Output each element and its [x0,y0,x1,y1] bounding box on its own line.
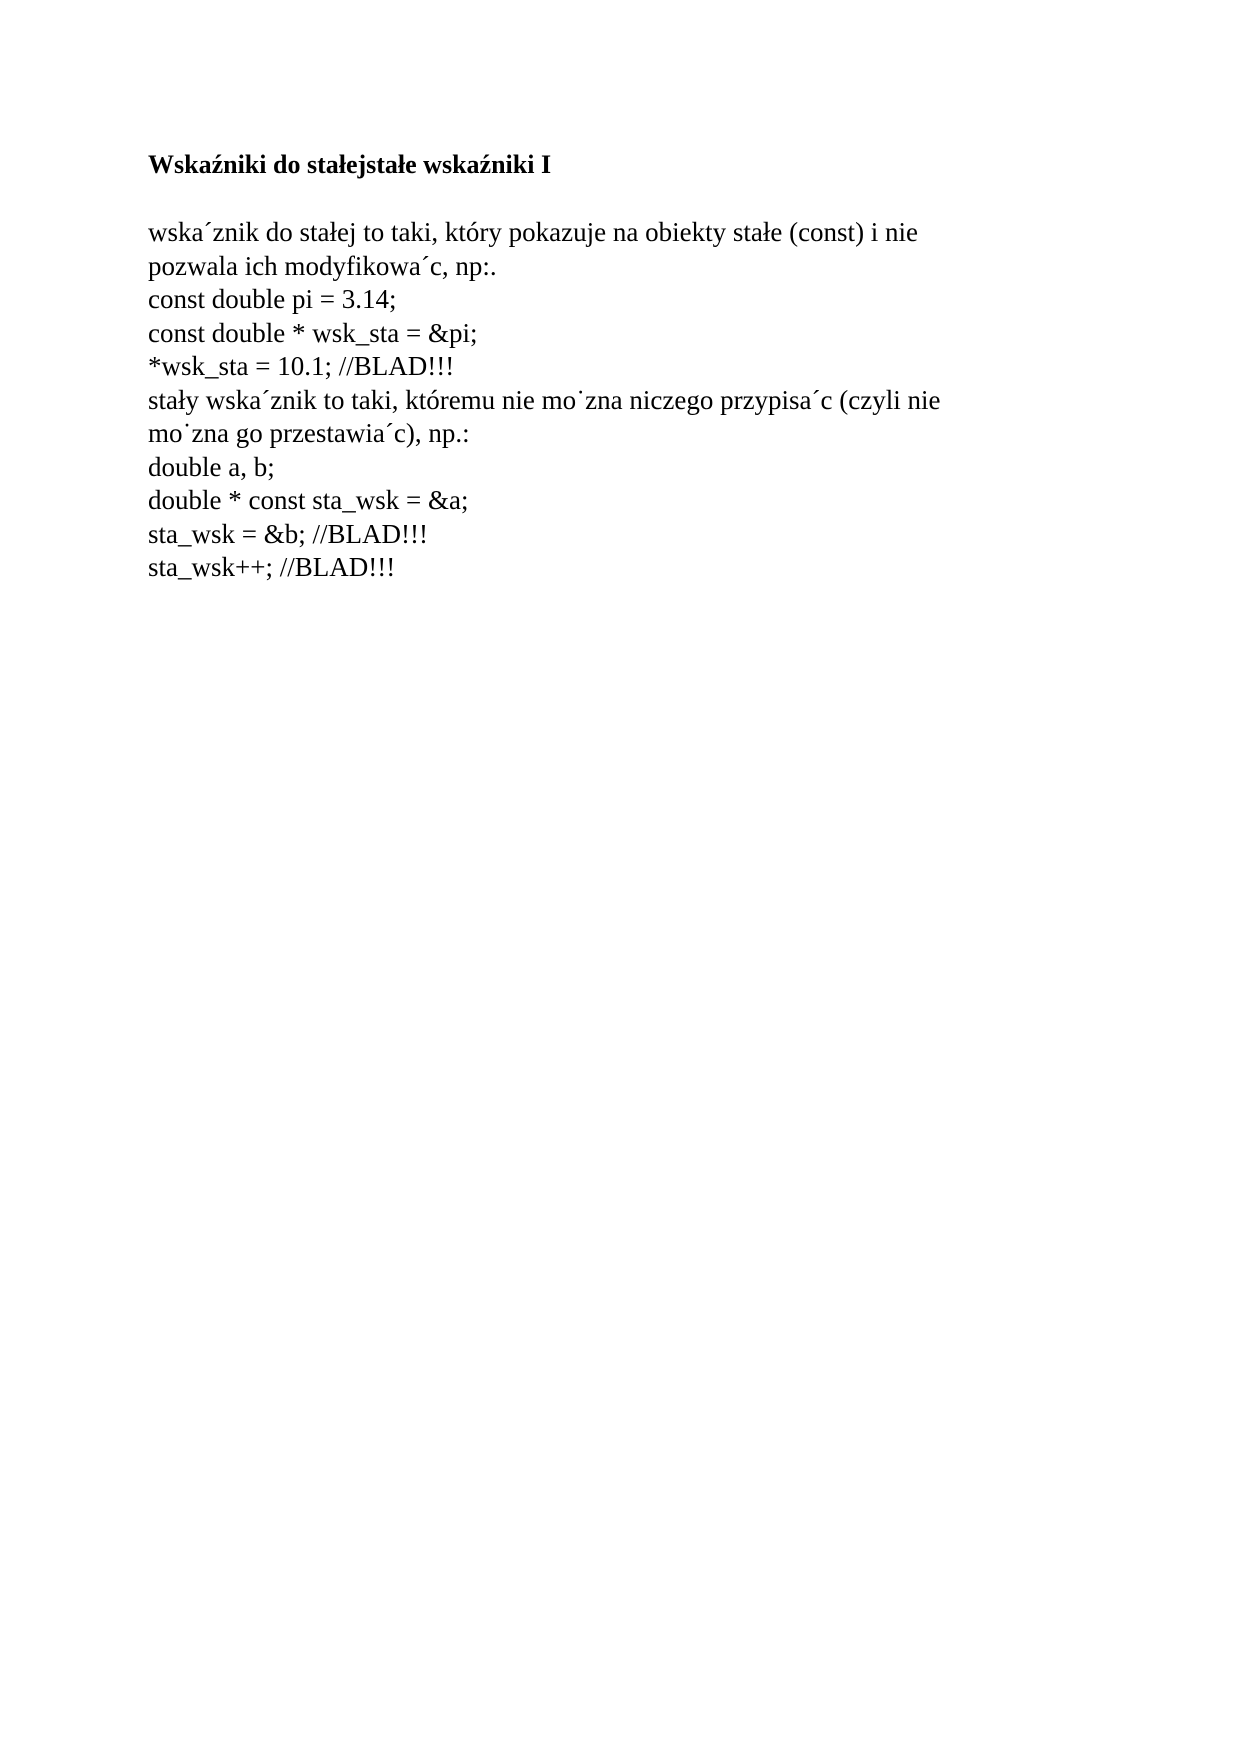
document-title: Wskaźniki do stałejstałe wskaźniki I [148,150,552,179]
code-line: const double * wsk_sta = &pi; [148,317,478,348]
code-line: sta_wsk = &b; //BLAD!!! [148,518,428,549]
text-line: pozwala ich modyfikowa´c, np:. [148,250,497,281]
code-line: double a, b; [148,451,275,482]
code-line: double * const sta_wsk = &a; [148,485,469,515]
code-line: const double pi = 3.14; [148,284,397,314]
text-line: wska´znik do stałej to taki, który pokazuje na obiekty stałe (const) i nie [148,217,919,247]
code-line: *wsk_sta = 10.1; //BLAD!!! [148,351,455,381]
text-line: mo˙zna go przestawia´c), np.: [148,418,470,448]
document-body [148,216,1108,585]
text-line: stały wska´znik to taki, któremu nie mo˙zna niczego przypisa´c (czyli nie [148,384,941,415]
code-line: sta_wsk++; //BLAD!!! [148,552,396,582]
